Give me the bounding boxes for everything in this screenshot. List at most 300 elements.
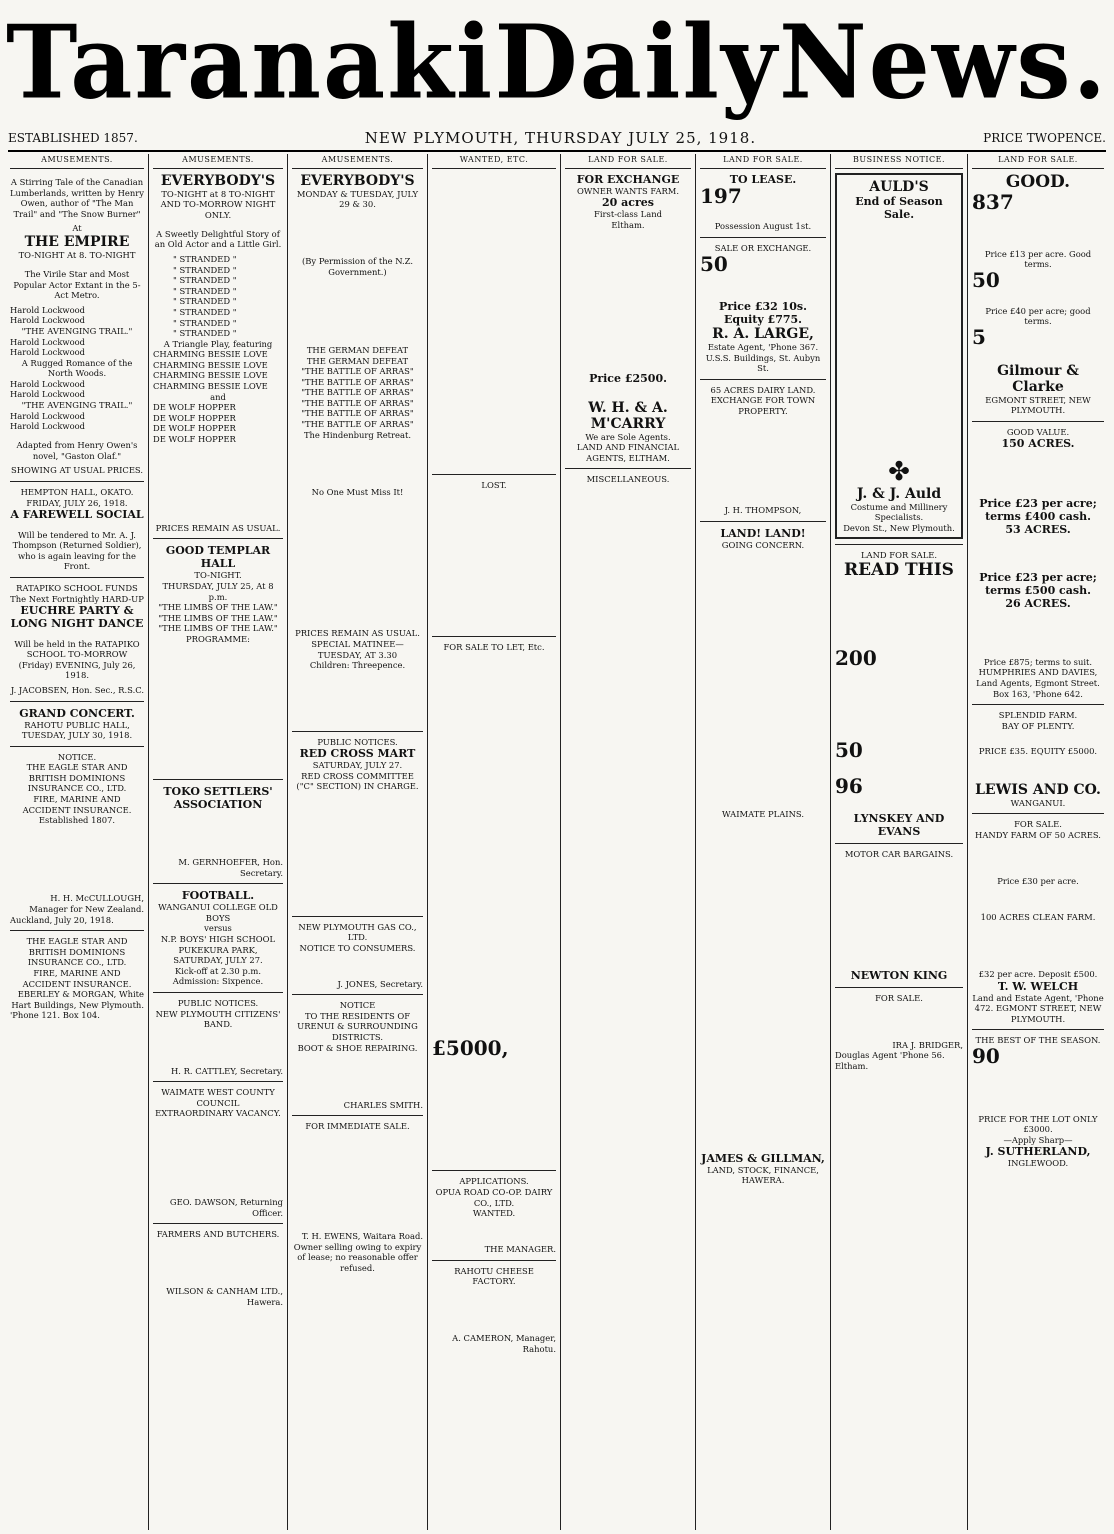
dairy-text [700,419,826,504]
sutherland: J. SUTHERLAND, [985,1145,1091,1159]
motor-bargains: MOTOR CAR BARGAINS. [844,848,954,859]
football: FOOTBALL. [181,889,255,903]
templar-date: THURSDAY, JULY 25, At 8 p.m. [162,580,274,602]
price-30-text [972,889,1104,910]
limbs: "THE LIMBS OF THE LAW." [158,623,278,634]
dewolf-line: DE WOLF HOPPER [153,412,236,423]
harold-line: Harold Lockwood [10,304,86,315]
ewens: T. H. EWENS, Waitara Road. [301,1231,423,1242]
rule [10,930,144,931]
templar-tonight: TO-NIGHT. [194,570,242,581]
rule [153,1223,283,1224]
arras-line: "THE BATTLE OF ARRAS" [301,419,414,430]
rule [432,636,556,637]
owner-selling: Owner selling owing to expiry of lease; no reasonable offer refused. [293,1241,422,1273]
dewolf-line: DE WOLF HOPPER [153,434,236,445]
rule [432,1170,556,1171]
lease-text [746,188,826,220]
rule [432,1260,556,1261]
going-text [700,552,826,806]
wanted: WANTED. [472,1208,516,1219]
rule [153,883,283,884]
to-lease: TO LEASE. [729,172,797,186]
kickoff: Kick-off at 2.30 p.m. [175,965,261,976]
dairy-land: 65 ACRES DAIRY LAND. [710,384,816,395]
notice: NOTICE [339,1000,376,1011]
battle-text [292,442,423,484]
acres-26: 26 ACRES. [1005,597,1071,611]
stranded-line: " STRANDED " [173,296,237,307]
children: Children: Threepence. [309,660,406,671]
farewell-body: Will be tendered to Mr. A. J. Thompson (Returned Soldier), who is again leaving for the Front. [12,529,142,572]
romance-line: A Rugged Romance of the North Woods. [21,357,133,379]
more-ads [432,1060,556,1166]
consumers: NOTICE TO CONSUMERS. [299,942,416,953]
harold-line: Harold Lockwood [10,389,86,400]
forsale-header: FOR SALE TO LET, Etc. [443,641,545,652]
splendid: SPLENDID FARM. [998,710,1078,721]
good-value: GOOD VALUE. [1006,426,1070,437]
column-header: LAND FOR SALE. [700,154,826,169]
ad-837 [972,189,1104,249]
newton-king: NEWTON KING [850,969,948,983]
inglewood: INGLEWOOD. [1007,1158,1069,1169]
possession: Possession August 1st. [714,221,812,232]
read-text [835,582,963,646]
rahotu-cheese: RAHOTU CHEESE FACTORY. [454,1265,534,1287]
mart-text [292,794,423,911]
handy-farm: HANDY FARM OF 50 ACRES. [975,829,1101,840]
acres-100: 100 ACRES CLEAN FARM. [980,912,1096,923]
toko-settlers: TOKO SETTLERS' ASSOCIATION [163,784,273,811]
masthead-taranaki: Taranaki [6,3,495,122]
going-concern: GOING CONCERN. [721,539,805,550]
town-property: EXCHANGE FOR TOWN PROPERTY. [710,395,816,416]
column-header: WANTED, ETC. [432,154,556,169]
everybodys: EVERYBODY'S [160,172,276,189]
ad-96 [835,776,963,812]
column-header: BUSINESS NOTICE. [835,154,963,169]
charming-line: CHARMING BESSIE LOVE [153,370,268,381]
stranded-line: " STRANDED " [173,328,237,339]
arras-line: "THE BATTLE OF ARRAS" [301,397,414,408]
intro-text [292,212,423,254]
lynskey-evans: LYNSKEY AND EVANS [853,811,945,838]
hindenburg: The Hindenburg Retreat. [303,429,412,440]
and: and [210,391,226,402]
auckland: Auckland, July 20, 1918. [10,914,114,925]
ad-96-text [867,778,963,810]
rule [153,1081,283,1082]
rule [10,481,144,482]
ad-150-text [972,452,1104,494]
harold-line: Harold Lockwood [10,315,86,326]
rule [835,987,963,988]
rahotu-hall: RAHOTU PUBLIC HALL, TUESDAY, JULY 30, 1918. [21,719,133,741]
grand-concert: GRAND CONCERT. [19,706,135,720]
douglas-agent: Douglas Agent 'Phone 56. Eltham. [835,1050,945,1071]
good: GOOD. [1005,171,1071,192]
price: PRICE TWOPENCE. [983,131,1106,145]
citizens-band: NEW PLYMOUTH CITIZENS' BAND. [155,1008,281,1030]
stranded-line: " STRANDED " [173,306,237,317]
trail-line: "THE AVENGING TRAIL." [21,325,133,336]
farm-text [565,232,691,370]
german-defeat: THE GERMAN DEFEAT [306,344,409,355]
notice-body [10,828,144,892]
humphries: HUMPHRIES AND DAVIES, [978,667,1098,678]
showing: SHOWING AT USUAL PRICES. [10,465,144,476]
rule [972,813,1104,814]
ad-50 [835,740,963,776]
charming-line: CHARMING BESSIE LOVE [153,359,268,370]
committee: RED CROSS COMMITTEE ("C" SECTION) IN CHARGE. [296,770,419,792]
rule [153,992,283,993]
thompson: J. H. THOMPSON, [724,505,802,516]
dateline [8,128,1106,152]
euchre-body: Will be held in the RATAPIKO SCHOOL TO-MORROW (Friday) EVENING, July 26, 1918. [14,638,140,681]
residents: TO THE RESIDENTS OF URENUI & SURROUNDING DISTRICTS. [297,1010,418,1042]
egmont-street: EGMONT STREET, NEW PLYMOUTH. [985,394,1091,416]
j-j-auld: J. & J. Auld [856,485,942,502]
amount-5000: £5000, [432,1035,509,1060]
ornament-icon: ✤ [888,456,910,487]
eagle-star: THE EAGLE STAR AND BRITISH DOMINIONS INSURANCE CO., LTD. [26,762,128,794]
harold-lines [10,305,144,432]
dewolf-line: DE WOLF HOPPER [153,402,236,413]
rule [700,521,826,522]
price-2500: Price £2500. [589,372,667,386]
pukekura: PUKEKURA PARK, [178,944,258,955]
np-boys: N.P. BOYS' HIGH SCHOOL [160,934,276,945]
sale-text [292,1134,423,1229]
versus: versus [204,923,232,934]
large: R. A. LARGE, [712,325,814,342]
owner-text [972,759,1104,780]
bridger: IRA J. BRIDGER, [892,1039,963,1050]
harold-line: Harold Lockwood [10,410,86,421]
rule [10,701,144,702]
opua-text [432,1221,556,1242]
tomorrow: AND TO-MORROW NIGHT ONLY. [160,199,276,220]
harold-line: Harold Lockwood [10,378,86,389]
gas-text [292,955,423,976]
humphries-sub: Land Agents, Egmont Street. Box 163, 'Phone 642. [976,678,1100,699]
owner-wants: OWNER WANTS FARM. [576,185,680,196]
awe-text [292,279,423,343]
rule [432,474,556,475]
bay-of-plenty: BAY OF PLENTY. [1001,720,1075,731]
owner-text [565,387,691,398]
farmers-body [153,1242,283,1284]
exchange: FOR EXCHANGE [576,172,680,186]
stranded-line: " STRANDED " [173,285,237,296]
price-875: Price £875; terms to suit. [983,656,1093,667]
arras-line: "THE BATTLE OF ARRAS" [301,376,414,387]
devon-st: Devon St., New Plymouth. [843,522,955,533]
virile-star: The Virile Star and Most Popular Actor Extant in the 5-Act Metro. [13,268,141,301]
costume: Costume and Millinery Specialists. [850,501,948,523]
acres-150: 150 ACRES. [1001,437,1075,451]
boot-text [292,1055,423,1097]
rule [292,916,423,917]
rule [835,544,963,545]
fire-marine: FIRE, MARINE AND ACCIDENT INSURANCE. [22,967,132,989]
column-header: AMUSEMENTS. [10,154,144,169]
column-header: LAND FOR SALE. [565,154,691,169]
arras-line: "THE BATTLE OF ARRAS" [301,387,414,398]
euchre: EUCHRE PARTY & LONG NIGHT DANCE [10,604,144,631]
gas-co: NEW PLYMOUTH GAS CO., LTD. [298,921,417,943]
column-4 [428,154,561,1530]
place-date: NEW PLYMOUTH, THURSDAY JULY 25, 1918. [364,129,757,147]
gernhoefer: M. GERNHOEFER, Hon. Secretary. [178,857,283,878]
acres-837: 837 [972,189,1014,214]
rule [972,704,1104,705]
phone-box: 'Phone 121. Box 104. [10,1010,100,1021]
arras-line: "THE BATTLE OF ARRAS" [301,366,414,377]
rule [292,1115,423,1116]
arras-line: "THE BATTLE OF ARRAS" [301,408,414,419]
land-land: LAND! LAND! [720,526,806,540]
rule [700,379,826,380]
column-header: AMUSEMENTS. [292,154,423,169]
misc-ads [565,487,691,1154]
acres-50: 50 [835,738,863,763]
first-class: First-class Land [594,209,662,220]
price-23: Price £23 per acre; terms £400 cash. [979,496,1097,523]
price-13: Price £13 per acre. Good terms. [984,248,1092,270]
price-32: Price £32 10s. [719,299,807,313]
german-defeat: THE GERMAN DEFEAT [306,355,409,366]
charming-line: CHARMING BESSIE LOVE [153,349,268,360]
dawson: GEO. DAWSON, Returning Officer. [169,1197,283,1218]
ad-90-text [1004,1048,1104,1112]
ad-200-text [881,650,963,682]
ad-90 [972,1046,1104,1114]
column-8 [968,154,1108,1530]
everybodys: EVERYBODY'S [300,172,415,189]
james-gillman: JAMES & GILLMAN, [701,1151,825,1165]
end-season: End of Season Sale. [855,194,943,221]
acres-53: 53 ACRES. [1005,522,1071,536]
red-cross-mart: RED CROSS MART [299,747,416,761]
limbs: "THE LIMBS OF THE LAW." [158,602,278,613]
stranded-line: " STRANDED " [173,253,237,264]
rule [10,577,144,578]
price-lot: PRICE FOR THE LOT ONLY £3000. [978,1113,1098,1135]
applications: APPLICATIONS. [459,1176,529,1187]
wanted-ads [432,173,556,470]
charles-smith: CHARLES SMITH. [343,1099,423,1110]
ratapiko: RATAPIKO SCHOOL FUNDS [16,582,138,593]
financial-agents: LAND AND FINANCIAL AGENTS, ELTHAM. [576,442,680,463]
rule [835,843,963,844]
rule [565,468,691,469]
eltham: Eltham. [611,219,645,230]
exchange-acres: 50 [700,251,728,276]
rule [292,994,423,995]
boot-repair: BOOT & SHOE REPAIRING. [297,1042,418,1053]
children-text [292,673,423,726]
programme: PROGRAMME: [186,633,250,644]
plenty-text [972,733,1104,744]
gilmour-clarke: Gilmour & Clarke [997,362,1079,395]
hardup: The Next Fortnightly HARD-UP [10,593,144,604]
empire-venue: THE EMPIRE [24,233,130,250]
column-7 [831,154,968,1530]
public-notices: PUBLIC NOTICES. [177,997,259,1008]
ad-53-text [972,538,1104,570]
dewolf-line: DE WOLF HOPPER [153,423,236,434]
ad-100-text [972,925,1104,967]
for-sale: FOR SALE. [875,993,923,1004]
column-1 [6,154,149,1530]
cattley: H. R. CATTLEY, Secretary. [170,1065,283,1076]
masthead [6,4,1108,122]
read-this: READ THIS [844,560,954,581]
eberley: EBERLEY & MORGAN, White Hart Buildings, New Plymouth. [11,989,144,1010]
tonight: TO-NIGHT at 8 TO-NIGHT [161,188,275,199]
auld-text [841,223,957,456]
band-body [153,1032,283,1064]
films-text [292,499,423,626]
saturday: SATURDAY, JULY 27. [173,955,263,966]
notice: NOTICE. [57,751,97,762]
exchange-text [732,256,826,298]
stranded-list [153,254,283,339]
at: At [72,223,82,234]
rule [972,1029,1104,1030]
matinee: SPECIAL MATINEE— TUESDAY, AT 3.30 [311,638,404,660]
farewell-social: A FAREWELL SOCIAL [10,508,144,522]
douglas-text [835,1006,963,1038]
welch-sub: Land and Estate Agent, 'Phone 472. EGMONT STREET, NEW PLYMOUTH. [972,992,1104,1024]
jacobsen: J. JACOBSEN, Hon. Sec., R.S.C. [10,684,144,695]
equity: Equity £775. [724,312,802,326]
lost-header: LOST. [481,480,507,491]
friday: FRIDAY, JULY 26, 1918. [26,497,128,508]
rule [10,746,144,747]
templar-hall: GOOD TEMPLAR HALL [165,544,271,571]
acres-20: 20 acres [602,196,654,210]
lease-ad [700,183,826,222]
estate-agent: Estate Agent, 'Phone 367. U.S.S. Buildings, St. Aubyn St. [705,341,821,374]
price-23b: Price £23 per acre; terms £500 cash. [979,571,1097,598]
dates: MONDAY & TUESDAY, JULY 29 & 30. [296,188,419,210]
harold-line: Harold Lockwood [10,421,86,432]
prices: PRICES REMAIN AS USUAL. [295,628,420,639]
wanganui-college: WANGANUI COLLEGE OLD BOYS [158,902,278,923]
intro: A Stirring Tale of the Canadian Lumberlands, written by Henry Owen, author of "The Man Trail" and "The Snow Burner" [10,176,145,219]
ad-5-text [990,329,1104,361]
motor-text [835,862,963,968]
rule [153,538,283,539]
apply-sharp: —Apply Sharp— [1003,1134,1073,1145]
acres-200: 200 [835,645,877,670]
fire-marine: FIRE, MARINE AND ACCIDENT INSURANCE. [22,794,132,815]
prices: PRICES REMAIN AS USUAL. [155,522,281,533]
waimate-council: WAIMATE WEST COUNTY COUNCIL [161,1087,275,1108]
column-header: AMUSEMENTS. [153,154,283,169]
jones: J. JONES, Secretary. [337,978,423,989]
column-header: LAND FOR SALE. [972,154,1104,169]
waimate-text [700,821,826,1149]
stranded-line: " STRANDED " [173,264,237,275]
opua-road: OPUA ROAD CO-OP. DAIRY CO., LTD. [435,1187,553,1208]
masthead-news: News. [779,3,1108,122]
sale-exchange: SALE OR EXCHANGE. [714,242,812,253]
adapted: Adapted from Henry Owen's novel, "Gaston Olaf." [16,440,138,461]
sole-agents: We are Sole Agents. [585,431,671,442]
welch: T. W. WELCH [997,979,1079,993]
price-40: Price £40 per acre; good terms. [985,305,1091,327]
page-columns [6,154,1108,1530]
cameron: A. CAMERON, Manager, Rahotu. [452,1333,556,1354]
column-2 [149,154,288,1530]
vacancy-body [153,1121,283,1195]
column-5 [561,154,696,1530]
miscellaneous: MISCELLANEOUS. [586,474,670,485]
rule [700,237,826,238]
charming-line: CHARMING BESSIE LOVE [153,381,268,392]
forsale-ads [432,654,556,1035]
for-sale: FOR SALE. [1014,819,1062,830]
harold-line: Harold Lockwood [10,336,86,347]
hempton: HEMPTON HALL, OKATO. [20,487,134,498]
auld-advert [835,173,963,540]
established-1807: Established 1807. [38,815,116,826]
handy-text [972,843,1104,875]
aulds: AULD'S [869,178,929,195]
lease-acres: 197 [700,183,742,208]
land-sale: LAND FOR SALE. [860,550,938,561]
ad-50 [972,267,1104,306]
farmers: FARMERS AND BUTCHERS. [156,1229,280,1240]
mccullough: H. H. McCULLOUGH, Manager for New Zealand. [29,893,144,915]
column-6 [696,154,831,1530]
stranded-line: " STRANDED " [173,317,237,328]
ad-26-text [972,612,1104,654]
programme-text [153,447,283,521]
column-3 [288,154,428,1530]
stranded-line: " STRANDED " [173,275,237,286]
sweetly: A Sweetly Delightful Story of an Old Actor and a Little Girl. [154,228,282,250]
programme-list [153,647,283,774]
immediate-sale: FOR IMMEDIATE SALE. [305,1121,410,1132]
saturday: SATURDAY, JULY 27. [312,760,403,771]
ad-50-text [1004,272,1104,304]
wilson-canham: WILSON & CANHAM LTD., Hawera. [166,1286,283,1307]
rule [153,779,283,780]
wanganui: WANGANUI. [1010,797,1066,808]
waimate-plains: WAIMATE PLAINS. [721,808,805,819]
acres-96: 96 [835,774,863,799]
rooms-5: 5 [972,324,986,349]
cheese-text [432,1289,556,1331]
lewis-co: LEWIS AND CO. [975,781,1101,798]
equity: PRICE £35. EQUITY £5000. [978,745,1098,756]
vacancy: EXTRAORDINARY VACANCY. [155,1108,281,1119]
acres-90: 90 [972,1044,1000,1069]
lost-ads [432,493,556,631]
best-season: THE BEST OF THE SEASON. [975,1035,1101,1046]
more-text [835,685,963,738]
triangle: A Triangle Play, featuring [163,338,273,349]
ad-200 [835,645,963,684]
permission: (By Permission of the N.Z. Government.) [302,256,413,277]
admission: Admission: Sixpence. [172,976,264,987]
